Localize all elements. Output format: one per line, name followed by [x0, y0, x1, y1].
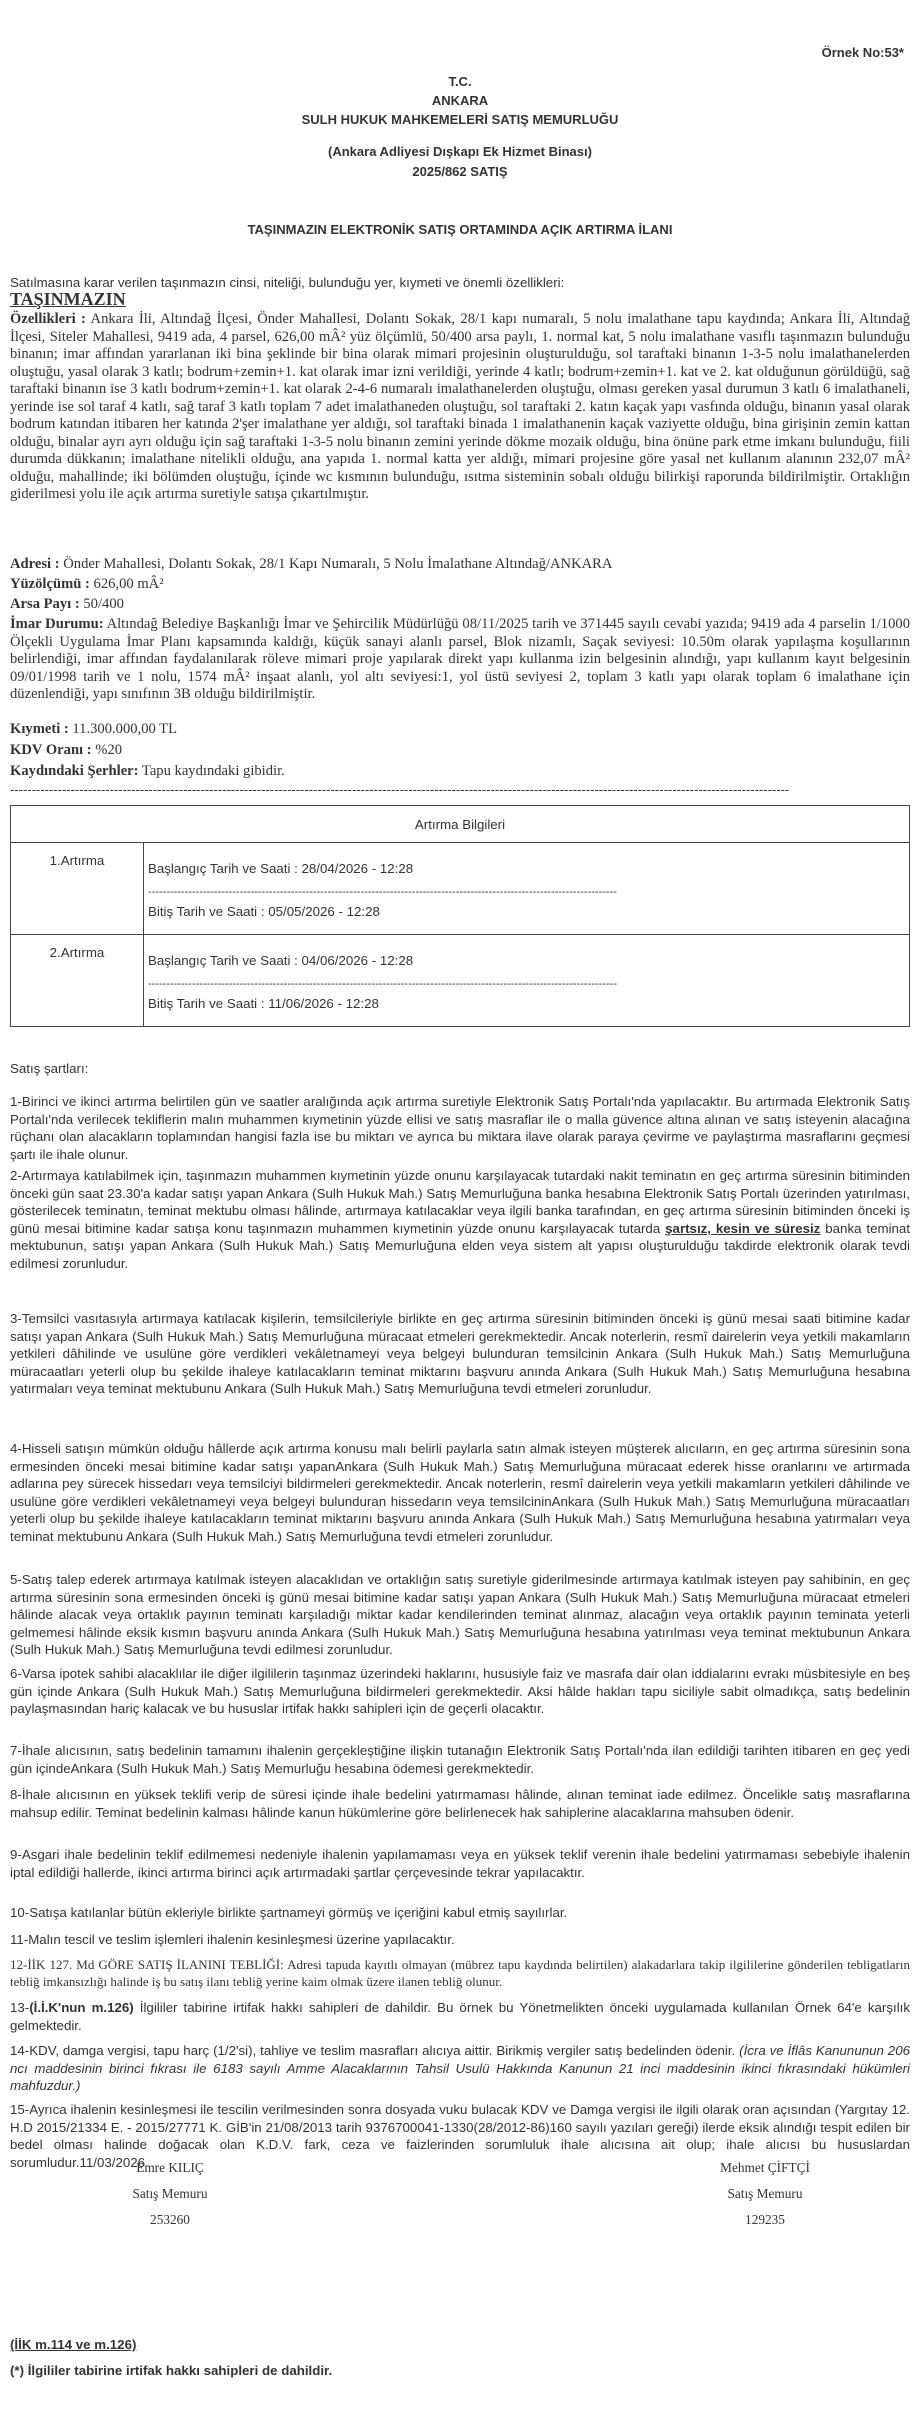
- annotations-label: Kaydındaki Şerhler:: [10, 763, 139, 779]
- auction-start-label: Başlangıç Tarih ve Saati :: [148, 953, 298, 968]
- condition-5: 5-Satış talep ederek artırmaya katılmak isteyen alacaklıdan ve ortaklığın satış suretiyle giderilmesinde artırmaya katılmak isteyen pay sahibinin, en geç artırma süresinin sona ermesinden önceki iş günü mesai bitimine kadar satışı yapan Ankara (Sulh Hukuk Mah.) Satış Memurluğuna müracaat etmeleri hâlinde alacak veya ortaklık payının teminatı karşıladığı miktar kadar kendilerinden teminat alınmaz, alacağın veya ortaklık payının teminata yeterli gelmemesi hâlinde eksik kısmın başvuru anında Ankara (Sulh Hukuk Mah.) Satış Memurluğuna hesabına yatırılması veya teminat mektubunun Ankara (Sulh Hukuk Mah.) Satış Memurluğuna tevdi edilmesi zorunludur.: [10, 1572, 910, 1658]
- features-text: Ankara İli, Altındağ İlçesi, Önder Mahallesi, Dolantı Sokak, 28/1 kapı numaralı, 5 nolu imalathane tapu kaydında; Ankara İli, Altındağ İlçesi, Siteler Mahallesi, 9419 ada, 4 parsel, 626,00 mÂ² yüz ölçümlü, 50/400 arsa paylı, 1. normal kat, 5 nolu imalathane vasıflı taşınmazın bulunduğu binanın; imar affından yararlanan iki bina şeklinde bir bina olarak mimari projesinin oluşturulduğu, sol taraftaki binanın 1-3-5 nolu imalathanelerden oluştuğu, yasal olarak 3 katlı; bodrum+zemin+1. kat olarak imar izni verildiği, yerinde 4 katlı; bodrum+zemin+1. kat ve 2. kat olduğunun görüldüğü, sağ taraftaki binanın ise 3 katlı bodrum+zemin+1. kat olarak 2-4-6 numaralı imalathanelerden oluştuğu, olması gereken yasal durumun 3 katlı 6 imalathaneli, yerinde ise sol taraf 4 katlı, sağ taraf 3 katlı toplam 7 adet imalathaneden oluştuğu, sol taraftaki 2. katın kaçak yapı vasfında olduğu, binanın yasal olarak bodrum katından itibaren her katında 2'şer imalathane yer aldığı, sol taraftaki binada 1 imalathanenin kaçak vaziyette olduğu, bina girişinin zemin kattan olduğu, binalar ayrı ayrı olduğu için sağ taraftaki 1-3-5 nolu binanın zemini yerinde dökme mozaik olduğu, bina önüne park etme imkanı bulunduğu, fiili durumda dükkanın; imalathane nitelikli olduğu, ana yapıda 1. normal katta yer aldığı, mimari projesine göre yasal net kullanım alanının 232,07 mÂ² olduğu, mahallinde; iki bölümden oluştuğu, içinde wc kısmının bulunduğu, ısıtma sisteminin sobalı olduğu bilirkişi raporunda bildirilmiştir. Ortaklığın giderilmesi yolu ile açık artırma suretiyle satışa çıkartılmıştır.: [10, 311, 910, 502]
- signature-block: [70, 2155, 270, 2233]
- footer-law-ref: (İİK m.114 ve m.126): [10, 2337, 137, 2352]
- features-label: Özellikleri :: [10, 311, 86, 327]
- condition-2-text: 2-Artırmaya katılabilmek için, taşınmazın muhammen kıymetinin yüzde onunu karşılayacak tutardaki nakit teminatın en geç artırma süresinin bitiminden önceki gün saat 23.30'a kadar satışı yapan Ankara (Sulh Hukuk Mah.) Satış Memurluğuna banka hesabına Elektronik Satış Portalı üzerinden yatırılması, gösterilecek teminatın, teminat mektubu olması hâlinde, artırmaya katılacaklar veya ilgili banka tarafından, en geç artırma süresinin bitiminden önceki iş günü mesai bitimine kadar satışa konu taşınmazın muhammen kıymetinin yüzde onunu karşılayacak tutarda: [10, 1168, 910, 1236]
- auction-end-label: Bitiş Tarih ve Saati :: [148, 996, 265, 1011]
- address-text: Önder Mahallesi, Dolantı Sokak, 28/1 Kapı Numaralı, 5 Nolu İmalathane Altındağ/ANKARA: [63, 556, 613, 572]
- condition-13-text: İlgililer tabirine irtifak hakkı sahipleri de dahildir. Bu örnek bu Yönetmelikten önceki uygulamada kullanılan Örnek 64'e karşılık gelmektedir.: [10, 2000, 910, 2033]
- property-features: [10, 311, 910, 504]
- condition-9: 9-Asgari ihale bedelinin teklif edilmemesi nedeniyle ihalenin yapılamaması veya en yüksek teklif verenin ihale bedelini yatırmaması sebebiyle ihalenin iptal edildiği hallerde, ikinci artırma birinci açık artırmadaki şartlar çerçevesinde tekrar yapılacaktır.: [10, 1847, 910, 1880]
- condition-8: 8-İhale alıcısının en yüksek teklifi verip de süresi içinde ihale bedelini yatırmaması hâlinde, alınan teminat iade edilmez. Öncelikle satış masraflarına mahsup edilir. Teminat bedelinin kalması hâlinde kanun hükümlerine göre belirlenecek hak sahiplerine alacaklarına mahsuben ödenir.: [10, 1787, 910, 1820]
- conditions-title: Satış şartları:: [10, 1061, 89, 1076]
- condition-3: 3-Temsilci vasıtasıyla artırmaya katılacak kişilerin, temsilcileriyle birlikte en geç artırma süresinin bitiminden önceki iş günü mesai saati bitimine kadar satışı yapan Ankara (Sulh Hukuk Mah.) Satış Memurluğuna müracaat etmeleri gerekmektedir. Ancak noterlerin, resmî dairelerin veya yetkili makamların yetkileri dâhilinde ve usulüne göre verdikleri vekâletnameyi veya belgeyi bulunduran temsilcinin Ankara (Sulh Hukuk Mah.) Satış Memurluğuna müracaatları yeterli olup bu şekilde ihaleye katılacakların teminat miktarını başvuru anında Ankara (Sulh Hukuk Mah.) Satış Memurluğuna hesabına yatırmaları veya teminat mektubunu Ankara (Sulh Hukuk Mah.) Satış Memurluğuna tevdi etmeleri zorunludur.: [10, 1311, 910, 1397]
- address-label: Adresi :: [10, 556, 60, 572]
- auction-end-label: Bitiş Tarih ve Saati :: [148, 904, 265, 919]
- signer-no: 253260: [150, 2212, 190, 2227]
- area-text: 626,00 mÂ²: [93, 576, 164, 592]
- condition-14-note: (İcra ve İflâs Kanununun 206 ncı maddesinin birinci fıkrası ile 6183 sayılı Amme Alacaklarının Tahsil Usulü Hakkında Kanunun 21 inci maddesinin ikinci fıkrasındaki hükümleri mahfuzdur.): [10, 2043, 910, 2094]
- condition-13-num: 13-: [10, 2000, 30, 2015]
- auction-inner-separator: --------------------------------------------------------------------------------------------------------------------------------: [148, 886, 617, 898]
- header-city: ANKARA: [431, 93, 489, 108]
- intro-text: Satılmasına karar verilen taşınmazın cinsi, niteliği, bulunduğu yer, kıymeti ve önemli özellikleri:: [10, 275, 565, 290]
- page-title: TAŞINMAZIN ELEKTRONİK SATIŞ ORTAMINDA AÇIK ARTIRMA İLANI: [247, 222, 673, 237]
- condition-11: 11-Malın tescil ve teslim işlemleri ihalenin kesinleşmesi üzerine yapılacaktır.: [10, 1932, 455, 1947]
- auction-end-date: 05/05/2026 - 12:28: [268, 904, 380, 919]
- condition-4: 4-Hisseli satışın mümkün olduğu hâllerde açık artırma konusu malı belirli paylarla satın almak isteyen müşterek alıcıların, en geç artırma süresinin sona ermesinden önceki mesai bitimine kadar satışı yapanAnkara (Sulh Hukuk Mah.) Satış Memurluğuna müracaat ederek hisse oranlarını ve artırmada adlarına pey sürecek hissedarı veya temsilciyi bildirmeleri gerekmektedir. Ancak noterlerin, resmî dairelerin veya yetkili makamların yetkileri dâhilinde ve usulüne göre verdikleri vekâletnameyi veya belgeyi bulunduran hissedarın veya temsilcininAnkara (Sulh Hukuk Mah.) Satış Memurluğuna müracaatları yeterli olup bu şekilde ihaleye katılacakların teminat miktarını başvuru anında Ankara (Sulh Hukuk Mah.) Satış Memurluğuna hesabına yatırmaları veya teminat mektubunu Ankara (Sulh Hukuk Mah.) Satış Memurluğuna tevdi etmeleri zorunludur.: [10, 1441, 910, 1544]
- zoning-label: İmar Durumu:: [10, 616, 104, 632]
- auction-table-heading: Artırma Bilgileri: [11, 806, 910, 843]
- auction-row: [11, 843, 910, 935]
- condition-6: 6-Varsa ipotek sahibi alacaklılar ile diğer ilgililerin taşınmaz üzerindeki haklarını, hususiyle faiz ve masrafa dair olan iddialarını evrakı müsbitesiyle en beş gün içinde Ankara (Sulh Hukuk Mah.) Satış Memurluğuna bildirmeleri gerekmektedir. Aksi hâlde hakları tapu siciliyle sabit olmadıkça, satış bedelinin paylaşmasından hariç kalacak ve bu hususlar irtifak hakkı sahipleri için de geçerli olacaktır.: [10, 1666, 910, 1717]
- condition-1: 1-Birinci ve ikinci artırma belirtilen gün ve saatler aralığında açık artırma suretiyle Elektronik Satış Portalı'nda yapılacaktır. Bu artırmada Elektronik Satış Portalı'nda verilecek tekliflerin malın muhammen kıymetinin yüzde ellisi ve satış masraflar ile o malla güvence altına alınan ve satış isteyenin alacağına rüçhanı olan alacakların toplamından hangisi fazla ise bu miktarı ve ayrıca bu miktara ilave olarak paraya çevirme ve paylaştırma masraflarını geçmesi şartı ile ihale olunur.: [10, 1094, 910, 1162]
- condition-14: [10, 2042, 910, 2095]
- signature-block: [665, 2155, 865, 2233]
- condition-2-text-end: banka teminat mektubunun, satışı yapan Ankara (Sulh Hukuk Mah.) Satış Memurluğuna elden veya sistem alt yapısı oluşturulduğu takdirde elektronik olarak tevdi edilmesi zorunludur.: [10, 1220, 911, 1271]
- property-address: [10, 556, 910, 574]
- section-title: [10, 289, 910, 310]
- auction-start-date: 04/06/2026 - 12:28: [301, 953, 414, 968]
- condition-7: 7-İhale alıcısının, satış bedelinin tamamını ihalenin gerçekleştiğine ilişkin tutanağın Elektronik Satış Portalı'nda ilan edildiği tarihten itibaren en geç yedi gün içindeAnkara (Sulh Hukuk Mah.) Satış Memurluğu hesabına ödemesi gerekmektedir.: [10, 1743, 910, 1776]
- condition-12: 12-İİK 127. Md GÖRE SATIŞ İLANINI TEBLİĞİ: Adresi tapuda kayıtlı olmayan (mübrez tapu kaydında belirtilen) alakadarlara takip ilgililerine gönderilen tebligatların tebliğ imkansızlığı halinde iş bu satış ilanı tebliğ yerine kaim olmak üzere ilanen tebliğ olunur.: [10, 1957, 910, 1989]
- zoning-text: Altındağ Belediye Başkanlığı İmar ve Şehircilik Müdürlüğü 08/11/2025 tarih ve 371445 sayılı cevabi yazıda; 9419 ada 4 parselin 1/1000 Ölçekli Uygulama İmar Planı kapsamında kaldığı, küçük sanayi alanlı parsel, Blok nizamlı, Saçak seviyesi: 10.50m olarak yapılaşma koşullarının belirlendiği, imar affından faydalanılarak röleve mimari proje yapılarak direkt yapı kullanma izin belgesinin alındığı, yapı kullanım kayıt belgesinin 09/01/1998 tarih ve 1 nolu, 1574 mÂ² inşaat alanlı, yol altı seviyesi:1, yol üstü seviyesi 2, toplam 3 katlı yapı olarak toplam 6 imalathane için düzenlendiği, yapı sınıfının 3B olduğu bildirilmiştir.: [10, 616, 910, 702]
- auction-table: [10, 805, 910, 1027]
- value-text: 11.300.000,00 TL: [72, 721, 178, 737]
- auction-row-name: 1.Artırma: [11, 843, 144, 935]
- condition-2: [10, 1167, 910, 1273]
- signer-title: Satış Memuru: [727, 2186, 803, 2201]
- separator-line: ------------------------------------------------------------------------------------------------------------------------------------------------------------------------------------: [10, 782, 790, 797]
- auction-row-name: 2.Artırma: [11, 935, 144, 1027]
- signer-name: Mehmet ÇİFTÇİ: [720, 2160, 810, 2175]
- condition-14-text: 14-KDV, damga vergisi, tapu harç (1/2'si), tahliye ve teslim masrafları alıcıya aittir. Birikmiş vergiler satış bedelinden ödenir.: [10, 2043, 736, 2058]
- header-file-no: 2025/862 SATIŞ: [412, 164, 508, 179]
- vat-text: %20: [95, 742, 123, 758]
- auction-inner-separator: --------------------------------------------------------------------------------------------------------------------------------: [148, 978, 617, 990]
- section-title-text: TAŞINMAZIN: [10, 289, 126, 309]
- area-label: Yüzölçümü :: [10, 576, 90, 592]
- signer-name: Emre KILIÇ: [136, 2160, 204, 2175]
- property-area: [10, 576, 910, 594]
- auction-row: [11, 935, 910, 1027]
- condition-15: 15-Ayrıca ihalenin kesinleşmesi ile tescilin verilmesinden sonra dosyada vuku bulacak KDV ve Damga vergisi ile ilgili olarak oran açısından (Yargıtay 12. H.D 2015/21334 E. - 2015/27771 K. GİB'in 21/08/2013 tarih 9376700041-1330(28/2012-86)160 sayılı yazıları gereği) ilerde eksik alındığı tespit edilen bir bedel olması halinde doğacak olan K.D.V. fark, ceza ve faizlerinden sorumluluk ihale alıcısına ait olup; ihale alıcısı bu hususlardan sorumludur.11/03/2026: [10, 2102, 910, 2170]
- auction-start-date: 28/04/2026 - 12:28: [301, 861, 414, 876]
- auction-start-label: Başlangıç Tarih ve Saati :: [148, 861, 298, 876]
- auction-end-date: 11/06/2026 - 12:28: [268, 996, 379, 1011]
- signer-no: 129235: [745, 2212, 785, 2227]
- annotations-text: Tapu kaydındaki gibidir.: [141, 763, 285, 779]
- condition-10: 10-Satışa katılanlar bütün ekleriyle birlikte şartnameyi görmüş ve içeriğini kabul etmiş sayılırlar.: [10, 1905, 568, 1920]
- property-value: [10, 721, 910, 739]
- land-share-text: 50/400: [83, 596, 124, 612]
- condition-13-ref: (İ.İ.K'nun m.126): [29, 2000, 134, 2015]
- condition-13: [10, 1999, 910, 2034]
- vat-label: KDV Oranı :: [10, 742, 92, 758]
- header-tc: T.C.: [448, 74, 472, 89]
- form-number: Örnek No:53*: [821, 45, 904, 60]
- header-building: (Ankara Adliyesi Dışkapı Ek Hizmet Binası): [328, 144, 592, 159]
- property-annotations: [10, 763, 910, 781]
- property-vat: [10, 742, 910, 760]
- header-office: SULH HUKUK MAHKEMELERİ SATIŞ MEMURLUĞU: [301, 112, 619, 127]
- footer-note: (*) İlgililer tabirine irtifak hakkı sahipleri de dahildir.: [10, 2363, 333, 2378]
- condition-2-emphasis: şartsız, kesin ve süresiz: [665, 1220, 821, 1236]
- property-zoning: [10, 616, 910, 704]
- property-land-share: [10, 596, 910, 614]
- value-label: Kıymeti :: [10, 721, 69, 737]
- land-share-label: Arsa Payı :: [10, 596, 80, 612]
- signer-title: Satış Memuru: [132, 2186, 208, 2201]
